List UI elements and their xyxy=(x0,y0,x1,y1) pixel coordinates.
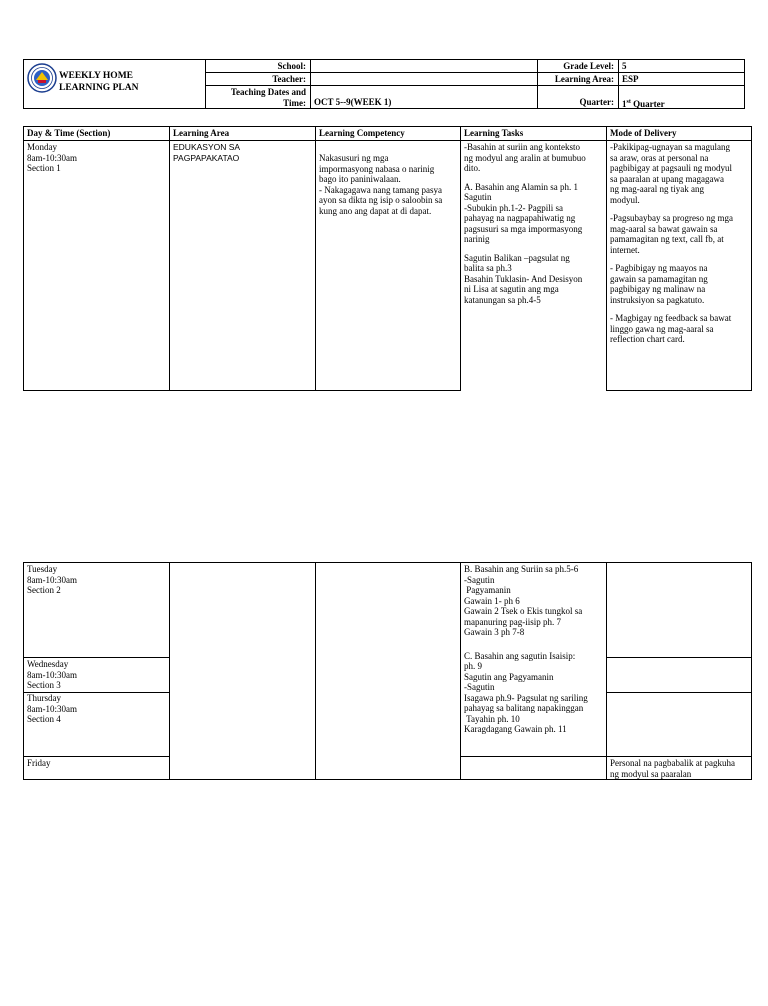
delivery-row-divider xyxy=(606,657,752,658)
grade-level-value: 5 xyxy=(622,61,627,71)
col-header-area: Learning Area xyxy=(169,126,316,141)
friday-day-cell: Friday xyxy=(27,758,51,768)
school-label: School: xyxy=(277,61,306,71)
col-header-delivery: Mode of Delivery xyxy=(606,126,752,141)
monday-day-cell: Monday 8am-10:30am Section 1 xyxy=(23,140,170,391)
learning-area-label: Learning Area: xyxy=(554,74,614,84)
col-header-competency: Learning Competency xyxy=(315,126,461,141)
quarter-value: 1st Quarter xyxy=(622,99,665,109)
grade-level-label: Grade Level: xyxy=(563,61,614,71)
monday-competency-text: Nakasusuri ng mga impormasyong nabasa o narinig bago ito paniniwalaan. - Nakagagawa nang tamang pasya ayon sa dikta ng isip o saloobin sa kung ano ang dapat at di dapat. xyxy=(319,153,443,216)
col-header-day: Day & Time (Section) xyxy=(23,126,170,141)
monday-tasks-cell: -Basahin at suriin ang konteksto ng modyul ang aralin at bumubuo dito. A. Basahin ang Alamin sa ph. 1 Sagutin -Subukin ph.1-2- Pagpili sa pahayag na nagpapahiwatig ng pagsusuri sa mga impormasyong narinig Sagutin Balikan –pagsulat ng balita sa ph.3 Basahin Tuklasin- And Desisyon ni Lisa at sagutin ang mga katanungan sa ph.4-5 xyxy=(460,140,607,391)
quarter-label: Quarter: xyxy=(579,97,614,107)
delivery-row-divider xyxy=(606,692,752,693)
wednesday-day-cell: Wednesday 8am-10:30am Section 3 xyxy=(27,659,77,690)
teacher-label: Teacher: xyxy=(272,74,306,84)
col-header-tasks: Learning Tasks xyxy=(460,126,607,141)
school-value xyxy=(311,60,536,62)
page-title: WEEKLY HOME LEARNING PLAN xyxy=(59,71,139,93)
week-col-divider xyxy=(315,562,316,780)
dates-value: OCT 5--9(WEEK 1) xyxy=(314,97,392,107)
learning-area-value: ESP xyxy=(622,74,639,84)
tuesday-day-cell: Tuesday 8am-10:30am Section 2 xyxy=(27,564,77,595)
monday-delivery-cell: -Pakikipag-ugnayan sa magulang sa araw, oras at personal na pagbibigay at pagsauli ng modyul sa paaralan at upang magagawa ng mag-aaral ng tiyak ang modyul. -Pagsubaybay sa progreso ng mga mag-aaral sa bawat gawain sa pamamagitan ng text, call fb, at internet. - Pagbibigay ng maayos na gawain sa pamamagitan ng pagbibigay ng malinaw na instruksiyon sa pagkatuto. - Magbigay ng feedback sa bawat linggo gawa ng mag-aaral sa reflection chart card. xyxy=(606,140,752,391)
week-col-divider xyxy=(169,562,170,780)
tasks-row-divider xyxy=(460,756,607,757)
friday-delivery-cell: Personal na pagbabalik at pagkuha ng modyul sa paaralan xyxy=(610,758,735,779)
deped-seal-logo xyxy=(27,63,57,93)
week-tasks-text: B. Basahin ang Suriin sa ph.5-6 -Sagutin Pagyamanin Gawain 1- ph 6 Gawain 2 Tsek o Ekis tungkol sa mapanuring pag-iisip ph. 7 Gawain 3 ph 7-8 C. Basahin ang sagutin Isaisip: ph. 9 Sagutin ang Pagyamanin -Sagutin Isagawa ph.9- Pagsulat ng sariling pahayag sa balitang napakinggan Tayahin ph. 10 Karagdagang Gawain ph. 11 xyxy=(464,564,588,734)
monday-learning-area-cell: EDUKASYON SA PAGPAPAKATAO xyxy=(169,140,316,391)
teacher-value xyxy=(311,73,536,75)
week-col-divider xyxy=(606,562,607,780)
thursday-day-cell: Thursday 8am-10:30am Section 4 xyxy=(27,693,77,724)
dates-label: Teaching Dates and Time: xyxy=(230,87,306,108)
